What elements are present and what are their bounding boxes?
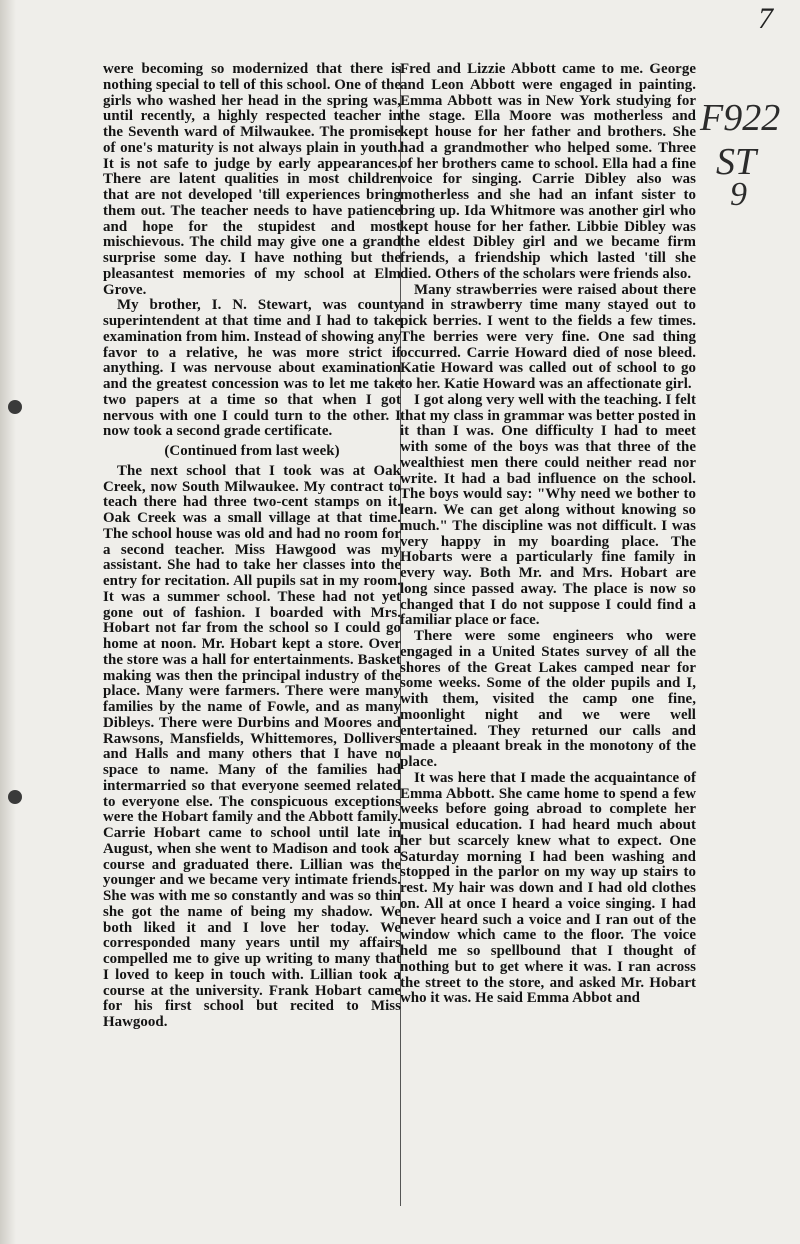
paragraph: My brother, I. N. Stewart, was county superintendent at that time and I had to take examination from him. Instead of showing any favor to a relative, he was more strict if anything. I was nervouse about examination and the greatest concession was to let me take two papers at a time so that when I got nervous with one I could turn to the other. I now took a second grade certificate. <box>103 297 401 440</box>
left-column <box>103 62 401 1031</box>
handwritten-annotation: 9 <box>730 176 747 213</box>
paragraph: It was here that I made the acquaintance of Emma Abbott. She came home to spend a few weeks before going abroad to complete her musical education. I had heard much about her but scarcely knew what to expect. One Saturday morning I had been washing and stopped in the parlor on my way up stairs to rest. My hair was down and I had old clothes on. All at once I heard a voice singing. I had never heard such a voice and I ran out of the window which came to the floor. The voice held me so spellbound that I thought of nothing but to get where it was. I ran across the street to the store, and asked Mr. Hobart who it was. He said Emma Abbot and <box>400 769 696 1007</box>
paragraph: Many strawberries were raised about there and in strawberry time many stayed out to pick berries. I went to the fields a few times. The berries were very fine. One sad thing occurred. Carrie Howard died of nose bleed. Katie Howard was called out of school to go to her. Katie Howard was an affectionate girl. <box>400 281 696 392</box>
handwritten-annotation: F922 <box>700 97 781 139</box>
page-edge-shadow <box>0 0 16 1244</box>
punch-hole <box>8 400 22 414</box>
paragraph: were becoming so modernized that there is nothing special to tell of this school. One of the girls who washed her head in the spring was, until recently, a highly respected teacher in the Seventh ward of Milwaukee. The promise of one's maturity is not always plain in youth. It is not safe to judge by early appearances. There are latent qualities in most children that are not developed 'till experiences bring them out. The teacher needs to have patience and hope for the stupidest and most mischievous. The child may give one a grand surprise some day. I have nothing but the pleasantest memories of my school at Elm Grove. <box>103 61 401 298</box>
paragraph: Fred and Lizzie Abbott came to me. George and Leon Abbott were engaged in painting. Emma Abbott was in New York studying for the stage. Ella Moore was motherless and kept house for her father and brothers. She had a grandmother who helped some. Three of her brothers came to school. Ella had a fine voice for singing. Carrie Dibley also was motherless and she had an infant sister to bring up. Ida Whitmore was another girl who kept house for her father. Libbie Dibley was the eldest Dibley girl and we became firm friends, a friendship which lasted 'till she died. Others of the scholars were friends also. <box>400 61 696 282</box>
paragraph: I got along very well with the teaching. I felt that my class in grammar was better posted in it than I was. One difficulty I had to meet with some of the boys was that three of the wealthiest men there could neither read nor write. It had a bad influence on the school. The boys would say: "Why need we bother to learn. We can get along without knowing so much." The discipline was not difficult. I was very happy in my boarding place. The Hobarts were a particularly fine family in every way. Both Mr. and Mrs. Hobart are long since passed away. The place is now so changed that I do not suppose I could find a familiar place or face. <box>400 391 696 629</box>
punch-hole <box>8 790 22 804</box>
handwritten-annotation: ST <box>716 141 757 183</box>
continued-note: (Continued from last week) <box>164 443 340 459</box>
right-column <box>400 62 696 1007</box>
paragraph: There were some engineers who were engaged in a United States survey of all the shores of the Great Lakes camped near for some weeks. Some of the older pupils and I, with them, visited the camp one fine, moonlight night and we were well entertained. They returned our calls and made a pleaant break in the monotony of the place. <box>400 628 696 770</box>
page-number: 7 <box>758 2 773 35</box>
paragraph: The next school that I took was at Oak Creek, now South Milwaukee. My contract to teach there had three two-cent stamps on it. Oak Creek was a small village at that time. The school house was old and had no room for a second teacher. Miss Hawgood was my assistant. She had to take her classes into the entry for recitation. All pupils sat in my room. It was a summer school. These had not yet gone out of fashion. I boarded with Mrs. Hobart not far from the school so I could go home at noon. Mr. Hobart kept a store. Over the store was a hall for entertainments. Basket making was then the principal industry of the place. Many were farmers. There were many families by the name of Fowle, and as many Dibleys. There were Durbins and Moores and Rawsons, Mansfields, Whittemores, Dollivers and Halls and many others that I have no space to name. Many of the families had intermarried so that everyone seemed related to everyone else. The conspicuous exceptions were the Hobart family and the Abbott family. Carrie Hobart came to school until late in August, when she went to Madison and took a course and graduated there. Lillian was the younger and we became very intimate friends. She was with me so constantly and was so thin she got the name of being my shadow. We both liked it and I love her today. We corresponded many years until my affairs compelled me to give up writing to many that I loved to keep in touch with. Lillian took a course at the university. Frank Hobart came for his first school but recited to Miss Hawgood. <box>103 462 401 1030</box>
